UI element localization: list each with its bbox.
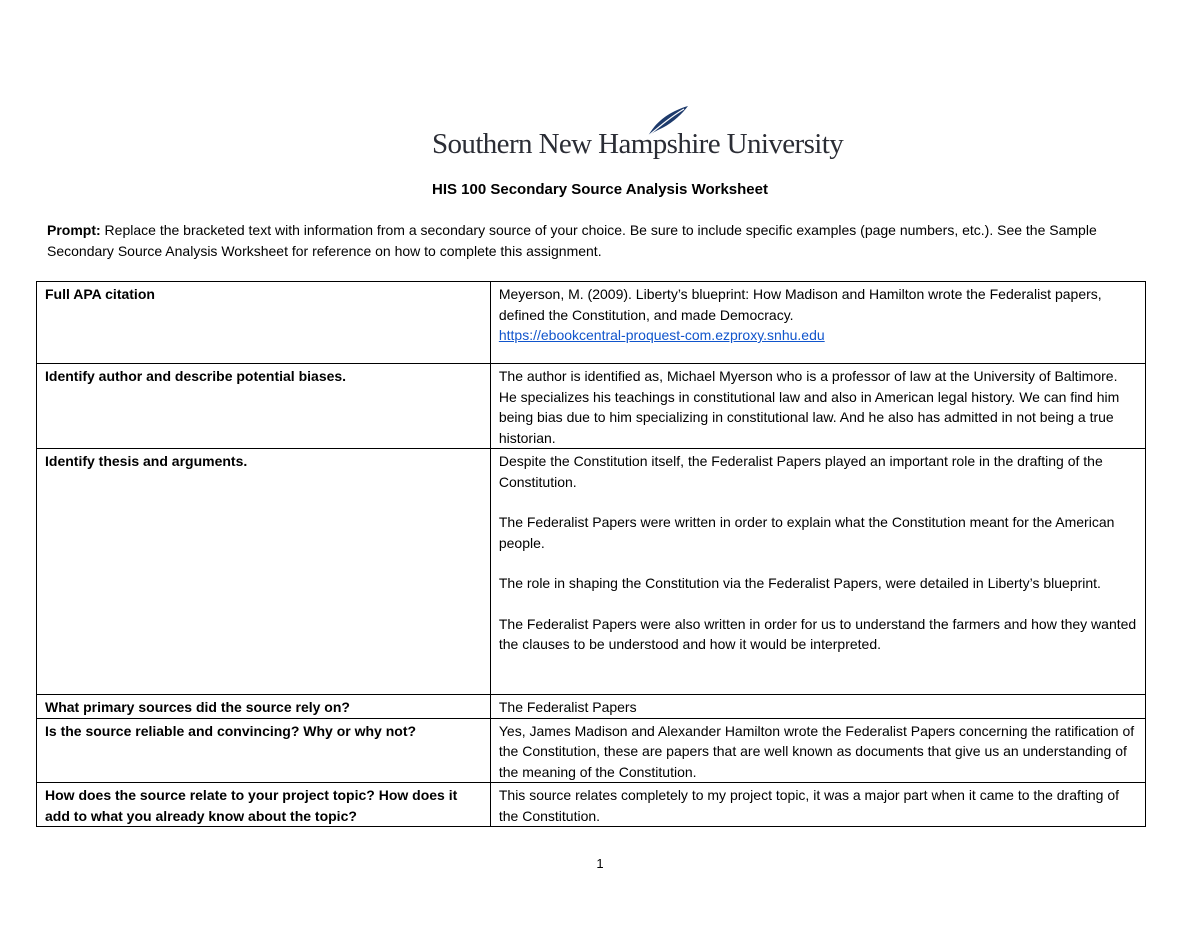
worksheet-title: HIS 100 Secondary Source Analysis Worksheet bbox=[432, 181, 768, 198]
question-cell: Is the source reliable and convincing? Why or why not? bbox=[37, 718, 491, 783]
thesis-paragraph: Despite the Constitution itself, the Federalist Papers played an important role in the drafting of the Constitution. bbox=[498, 453, 1103, 490]
university-logo bbox=[432, 104, 844, 164]
answer-cell: This source relates completely to my project topic, it was a major part when it came to the drafting of the Constitution. bbox=[490, 783, 1145, 827]
answer-cell: The author is identified as, Michael Myerson who is a professor of law at the University of Baltimore. He specializes his teachings in constitutional law and also in American legal history. We can find him being bias due to him specializing in constitutional law. And he also has admitted in not being a true historian. bbox=[490, 364, 1145, 449]
question-cell: Full APA citation bbox=[37, 282, 491, 364]
question-cell: Identify thesis and arguments. bbox=[37, 449, 491, 695]
thesis-paragraph: The role in shaping the Constitution via the Federalist Papers, were detailed in Liberty’s blueprint. bbox=[498, 575, 1101, 591]
thesis-paragraph: The Federalist Papers were also written in order for us to understand the farmers and how they wanted the clauses to be understood and how it would be interpreted. bbox=[498, 615, 1137, 652]
table-row bbox=[37, 718, 1146, 783]
prompt-label: Prompt: bbox=[47, 222, 101, 238]
answer-cell: The Federalist Papers bbox=[490, 695, 1145, 719]
answer-cell bbox=[490, 282, 1145, 364]
prompt-text: Replace the bracketed text with information from a secondary source of your choice. Be sure to include specific examples (page numbers, etc.). See the Sample Secondary Source Analysis Worksheet for reference on how to complete this assignment. bbox=[47, 222, 1097, 259]
table-row bbox=[37, 282, 1146, 364]
question-cell: What primary sources did the source rely on? bbox=[37, 695, 491, 719]
citation-link[interactable]: https://ebookcentral-proquest-com.ezproxy.snhu.edu bbox=[498, 327, 825, 343]
question-cell: How does the source relate to your project topic? How does it add to what you already know about the topic? bbox=[37, 783, 491, 827]
page-number: 1 bbox=[596, 856, 604, 871]
analysis-table bbox=[36, 281, 1146, 827]
thesis-paragraph: The Federalist Papers were written in order to explain what the Constitution meant for the American people. bbox=[498, 514, 1115, 551]
prompt-paragraph bbox=[47, 220, 1147, 262]
question-cell: Identify author and describe potential biases. bbox=[37, 364, 491, 449]
logo-wordmark: Southern New Hampshire University bbox=[432, 128, 844, 160]
table-row bbox=[37, 364, 1146, 449]
table-row bbox=[37, 449, 1146, 695]
table-row bbox=[37, 783, 1146, 827]
answer-cell: Yes, James Madison and Alexander Hamilton wrote the Federalist Papers concerning the ratification of the Constitution, these are papers that are well known as documents that give us an understanding of the meaning of the Constitution. bbox=[490, 718, 1145, 783]
table-row bbox=[37, 695, 1146, 719]
citation-text: Meyerson, M. (2009). Liberty’s blueprint: How Madison and Hamilton wrote the Federalist papers, defined the Constitution, and made Democracy. bbox=[498, 286, 1102, 323]
answer-cell bbox=[490, 449, 1145, 695]
